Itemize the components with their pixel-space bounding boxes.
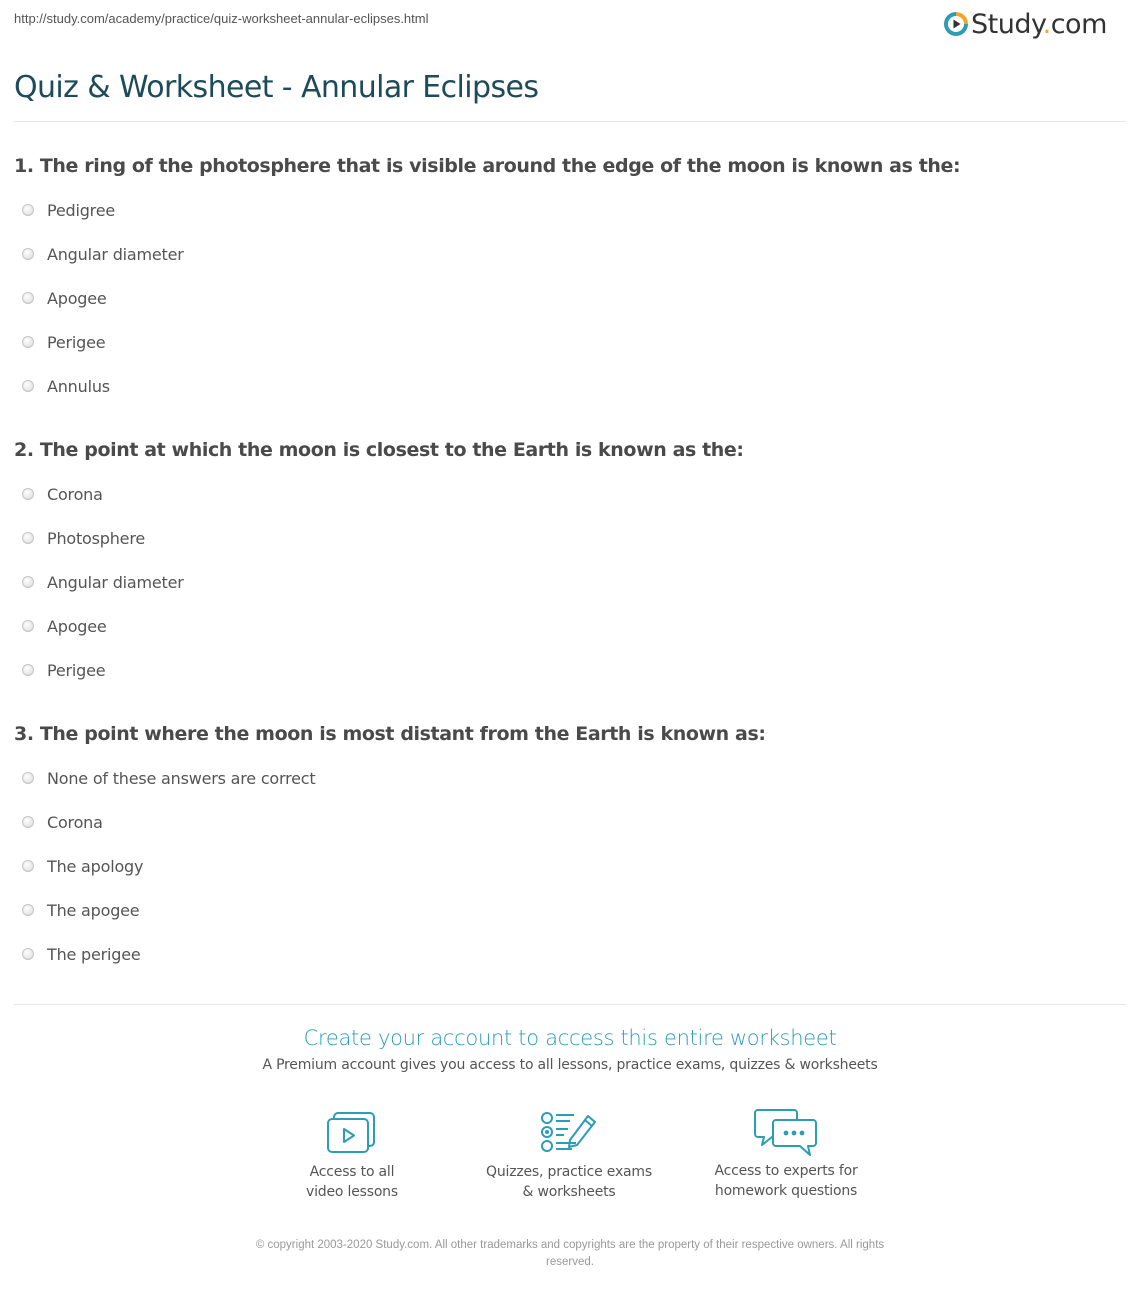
answer-option[interactable]: Photosphere [22,516,184,560]
answer-option[interactable]: Corona [22,472,184,516]
copyright-notice: © copyright 2003-2020 Study.com. All other trademarks and copyrights are the property of their respective owners. All rights reserved. [255,1239,885,1268]
question-1: 1. The ring of the photosphere that is visible around the edge of the moon is known as the: [14,155,961,177]
radio-button[interactable] [22,664,34,676]
logo-text: Study.com [971,8,1107,40]
question-3-answers [22,756,315,976]
page-url: http://study.com/academy/practice/quiz-worksheet-annular-eclipses.html [14,11,429,26]
radio-button[interactable] [22,532,34,544]
answer-option[interactable]: Apogee [22,604,184,648]
create-account-link[interactable]: Create your account to access this entire worksheet [303,1026,837,1050]
radio-button[interactable] [22,248,34,260]
answer-option[interactable]: Apogee [22,276,184,320]
radio-button[interactable] [22,380,34,392]
answer-option[interactable]: Corona [22,800,315,844]
radio-button[interactable] [22,816,34,828]
answer-option[interactable]: None of these answers are correct [22,756,315,800]
premium-description: A Premium account gives you access to all lessons, practice exams, quizzes & worksheets [262,1057,878,1073]
title-divider [14,121,1126,122]
answer-option[interactable]: Angular diameter [22,560,184,604]
radio-button[interactable] [22,292,34,304]
answer-option[interactable]: Annulus [22,364,184,408]
answer-option[interactable]: Perigee [22,320,184,364]
feature-experts: Access to experts for homework questions [686,1108,886,1201]
answer-option[interactable]: The apogee [22,888,315,932]
question-2: 2. The point at which the moon is closest to the Earth is known as the: [14,439,744,461]
radio-button[interactable] [22,620,34,632]
radio-button[interactable] [22,576,34,588]
question-2-answers [22,472,184,692]
study-logo[interactable] [944,8,1107,40]
chat-experts-icon [686,1108,886,1158]
feature-quizzes: Quizzes, practice exams & worksheets [469,1110,669,1202]
cta-divider [14,1004,1126,1005]
video-lessons-icon [252,1110,452,1154]
question-3: 3. The point where the moon is most distant from the Earth is known as: [14,723,766,745]
radio-button[interactable] [22,772,34,784]
play-circle-icon [944,12,968,36]
question-1-answers [22,188,184,408]
answer-option[interactable]: Angular diameter [22,232,184,276]
radio-button[interactable] [22,904,34,916]
radio-button[interactable] [22,204,34,216]
radio-button[interactable] [22,488,34,500]
answer-option[interactable]: The perigee [22,932,315,976]
page-title: Quiz & Worksheet - Annular Eclipses [14,70,539,105]
quiz-checklist-icon [469,1110,669,1154]
radio-button[interactable] [22,860,34,872]
radio-button[interactable] [22,948,34,960]
answer-option[interactable]: Pedigree [22,188,184,232]
radio-button[interactable] [22,336,34,348]
answer-option[interactable]: Perigee [22,648,184,692]
feature-video-lessons: Access to all video lessons [252,1110,452,1202]
answer-option[interactable]: The apology [22,844,315,888]
